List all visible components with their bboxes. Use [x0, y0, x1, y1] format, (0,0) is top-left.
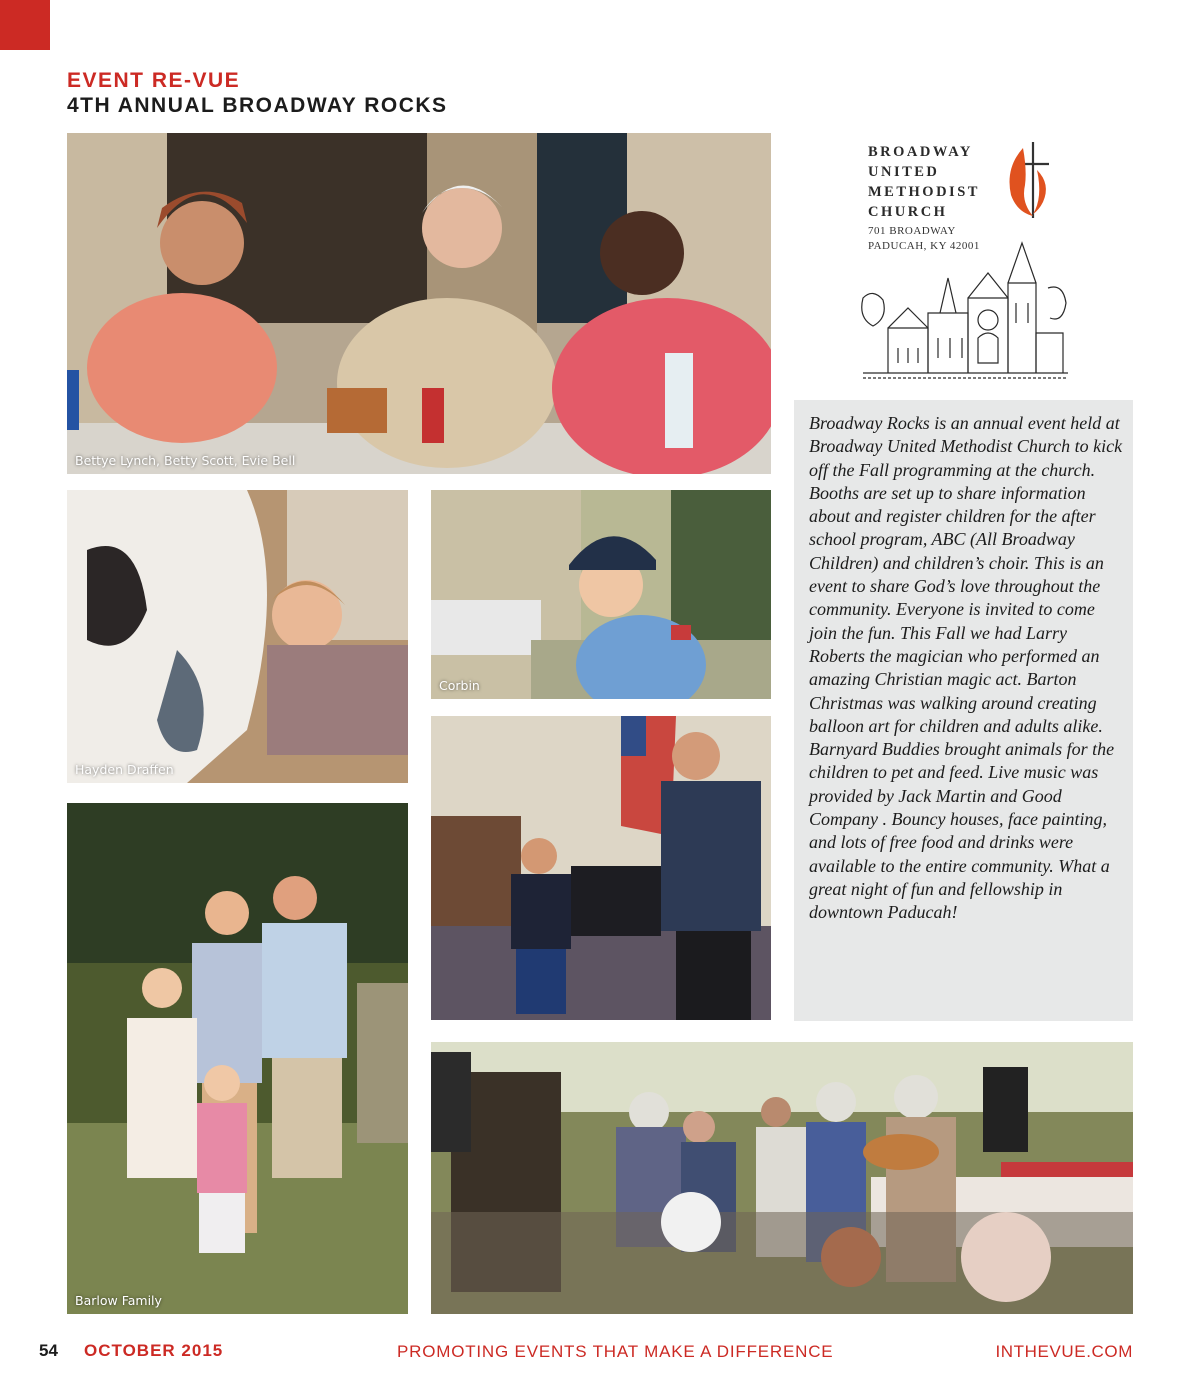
photo-barlow-family: [67, 803, 408, 1314]
footer-tagline: PROMOTING EVENTS THAT MAKE A DIFFERENCE: [397, 1342, 834, 1361]
photo-horse-boy: [67, 490, 408, 783]
website-link[interactable]: INTHEVUE.COM: [995, 1342, 1133, 1361]
photo-police-kid: [431, 490, 771, 699]
church-address-line: PADUCAH, KY 42001: [868, 240, 980, 252]
church-drawing-illustration: [858, 238, 1073, 383]
church-name-line: UNITED: [868, 164, 940, 180]
section-kicker: EVENT RE-VUE: [67, 69, 241, 92]
church-name-line: BROADWAY: [868, 144, 973, 160]
photo-caption: Corbin: [439, 678, 480, 693]
church-name-line: CHURCH: [868, 204, 948, 220]
church-name: [868, 142, 980, 222]
photo-caption: Hayden Draffen: [75, 762, 174, 777]
photo-three-women-image: [67, 133, 771, 474]
page-title: 4TH ANNUAL BROADWAY ROCKS: [67, 94, 448, 117]
photo-band: [431, 1042, 1133, 1314]
church-name-line: METHODIST: [868, 184, 980, 200]
photo-caption: Bettye Lynch, Betty Scott, Evie Bell: [75, 453, 296, 468]
article-body: Broadway Rocks is an annual event held at Broadway United Methodist Church to kick off the Fall programming at the church. Booths are set up to share information about and register children for the after school program, ABC (All Broadway Children) and children’s choir. This is an event to share God’s love throughout the community. Everyone is invited to come join the fun. This Fall we had Larry Roberts the magician who performed an amazing Christian magic act. Barton Christmas was walking around creating balloon art for children and adults alike. Barnyard Buddies brought animals for the children to pet and feed. Live music was provided by Jack Martin and Good Company . Bouncy houses, face painting, and lots of free food and drinks were available to the entire community. What a great night of fun and fellowship in downtown Paducah!: [794, 400, 1133, 1021]
photo-magician: [431, 716, 771, 1020]
church-logo: [858, 138, 1073, 383]
photo-three-women: [67, 133, 771, 474]
issue-date: OCTOBER 2015: [84, 1341, 224, 1360]
photo-caption: Barlow Family: [75, 1293, 162, 1308]
photo-band-image: [431, 1042, 1133, 1314]
photo-police-kid-image: [431, 490, 771, 699]
corner-accent-block: [0, 0, 50, 50]
photo-barlow-family-image: [67, 803, 408, 1314]
church-address-line: 701 BROADWAY: [868, 225, 956, 237]
photo-horse-boy-image: [67, 490, 408, 783]
cross-and-flame-icon: [1003, 140, 1053, 220]
page-number: 54: [39, 1341, 58, 1360]
photo-magician-image: [431, 716, 771, 1020]
